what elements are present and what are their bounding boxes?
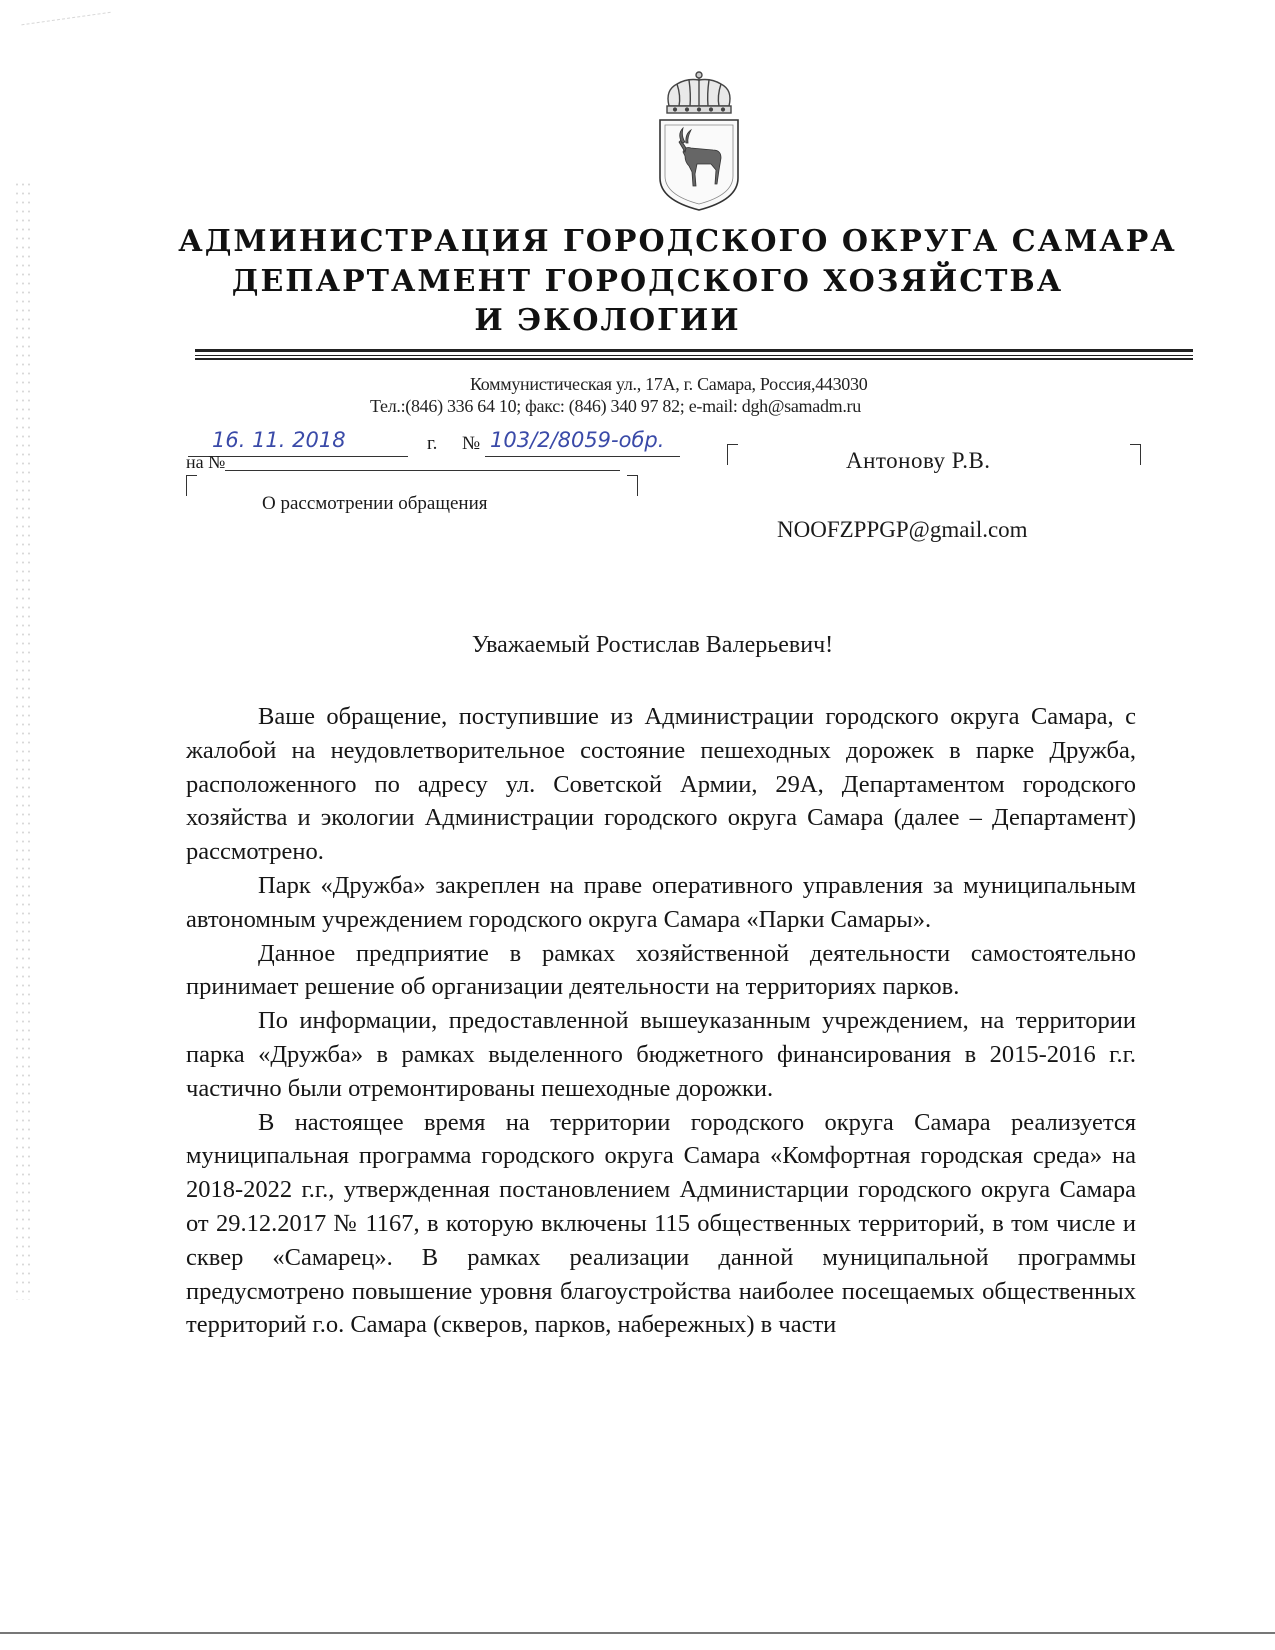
- recipient-name: Антонову Р.В.: [846, 448, 991, 473]
- scan-artifact: [21, 12, 112, 39]
- registration-date: 16. 11. 2018: [212, 428, 346, 452]
- org-title-line-2: ДЕПАРТАМЕНТ ГОРОДСКОГО ХОЗЯЙСТВА: [231, 264, 1064, 299]
- header-rule: [195, 355, 1193, 356]
- body-paragraph: Ваше обращение, поступившие из Администрации городского округа Самара, с жалобой на неудовлетворительное состояние пешеходных дорожек в парке Дружба, расположенного по адресу ул. Советской Армии, 29А, Департаментом городского хозяйства и экологии Администрации городского округа Самара (далее – Департамент) рассмотрено.: [186, 703, 1136, 866]
- org-contacts: Тел.:(846) 336 64 10; факс: (846) 340 97 82; e-mail: dgh@samadm.ru: [370, 396, 861, 416]
- header-rule: [195, 349, 1193, 352]
- scan-artifact: [14, 180, 34, 1300]
- registration-number: 103/2/8059-обр.: [490, 428, 665, 452]
- subject-bracket-right: [627, 475, 638, 496]
- body-paragraph: В настоящее время на территории городского округа Самара реализуется муниципальная программа городского округа Самара «Комфортная городская среда» на 2018-2022 г.г., утвержденная постановлением Администарции городского округа Самара от 29.12.2017 № 1167, в которую включены 115 общественных территорий, в том числе и сквер «Самарец». В рамках реализации данной муниципальной программы предусмотрено повышение уровня благоустройства наиболее посещаемых общественных территорий г.о. Самара (скверов, парков, набережных) в части: [186, 1108, 1136, 1339]
- org-title-line-1: АДМИНИСТРАЦИЯ ГОРОДСКОГО ОКРУГА САМАРА: [178, 224, 1177, 259]
- greeting: Уважаемый Ростислав Валерьевич!: [471, 632, 834, 658]
- org-title-line-3: И ЭКОЛОГИИ: [474, 303, 741, 338]
- recipient-bracket-left: [727, 444, 738, 465]
- letter-body: [186, 700, 1136, 1342]
- reply-to-label: на №: [186, 452, 226, 472]
- body-paragraph: По информации, предоставленной вышеуказанным учреждением, на территории парка «Дружба» в рамках выделенного бюджетного финансирования в 2015-2016 г.г. частично были отремонтированы пешеходные дорожки.: [186, 1007, 1136, 1102]
- number-underline: [485, 456, 680, 457]
- header-rule: [195, 358, 1193, 360]
- recipient-email: NOOFZPPGP@gmail.com: [777, 517, 1028, 542]
- date-suffix: г.: [427, 433, 438, 454]
- reply-to-underline: [225, 470, 620, 471]
- number-label: №: [462, 433, 481, 454]
- recipient-bracket-right: [1130, 444, 1141, 465]
- org-address: Коммунистическая ул., 17А, г. Самара, Россия,443030: [470, 374, 868, 394]
- scan-edge: [0, 1632, 1275, 1634]
- body-paragraph: Данное предприятие в рамках хозяйственной деятельности самостоятельно принимает решение об организации деятельности на территориях парков.: [186, 939, 1136, 1001]
- samara-coat-of-arms-icon: [655, 70, 743, 212]
- letter-subject: О рассмотрении обращения: [262, 493, 488, 514]
- body-paragraph: Парк «Дружба» закреплен на праве оперативного управления за муниципальным автономным учреждением городского округа Самара «Парки Самары».: [186, 871, 1136, 933]
- subject-bracket-left: [186, 475, 197, 496]
